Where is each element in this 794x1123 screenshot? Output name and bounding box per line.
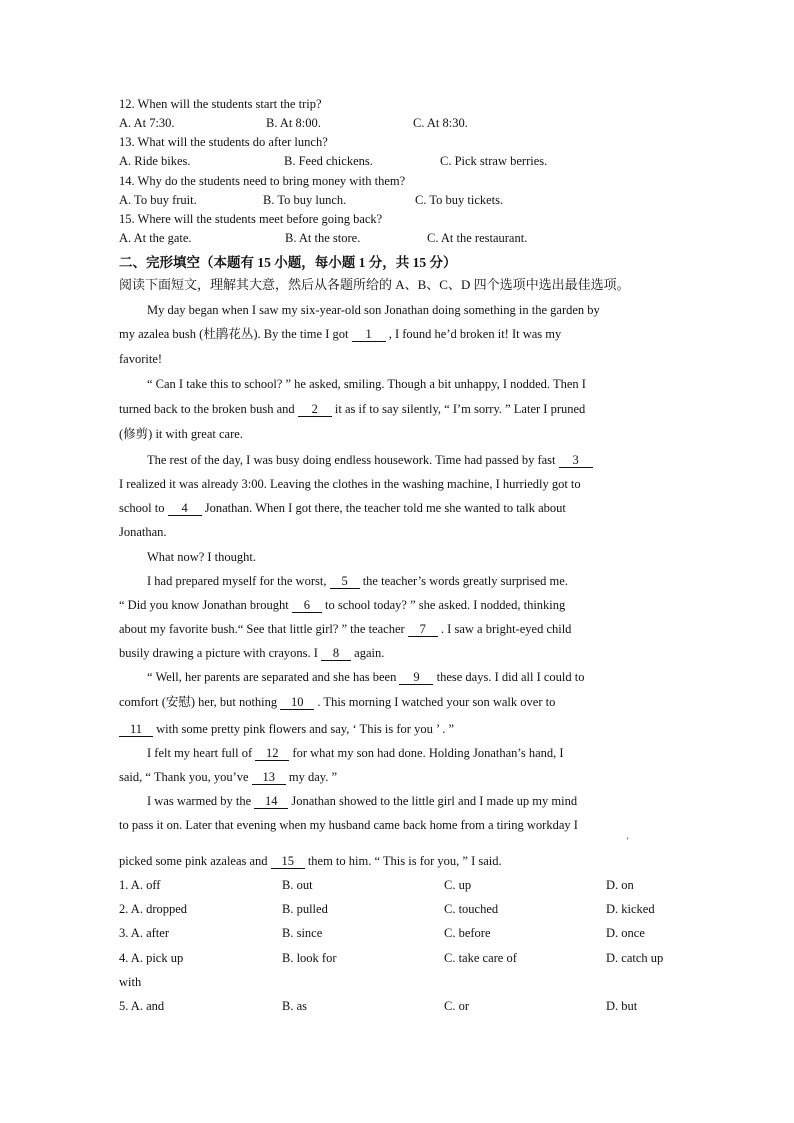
passage-line: I was warmed by the 14 Jonathan showed to the little girl and I made up my mind [147,794,578,808]
answer-3-c: C. before [444,926,491,940]
section-title: 二、完形填空（本题有 15 小题，每小题 1 分，共 15 分） [119,255,457,270]
question-14: 14. Why do the students need to bring money with them? [119,174,406,188]
blank-14: 14 [254,794,288,809]
passage-line: I had prepared myself for the worst, 5 the teacher’s words greatly surprised me. [147,574,568,588]
passage-line: (修剪) it with great care. [119,427,243,441]
passage-line: my azalea bush (杜鹃花丛). By the time I got 1 , I found he’d broken it! It was my [119,327,562,341]
passage-line: My day began when I saw my six-year-old son Jonathan doing something in the garden by [147,303,600,317]
answer-2-a: 2. A. dropped [119,902,188,916]
passage-line: favorite! [119,352,163,366]
option-12-c: C. At 8:30. [413,116,468,130]
passage-line: “ Can I take this to school? ” he asked, smiling. Though a bit unhappy, I nodded. Then I [147,377,586,391]
answer-4-a: 4. A. pick up [119,951,184,965]
passage-line: The rest of the day, I was busy doing endless housework. Time had passed by fast 3 [147,452,593,468]
answer-3-a: 3. A. after [119,926,169,940]
passage-line: What now? I thought. [147,550,257,564]
answer-1-d: D. on [606,878,634,892]
answer-4-wrap: with [119,975,142,989]
blank-3: 3 [559,453,593,468]
passage-line: turned back to the broken bush and 2 it as if to say silently, “ I’m sorry. ” Later I pruned [119,402,586,416]
passage-line: comfort (安慰) her, but nothing 10 . This morning I watched your son walk over to [119,695,556,709]
option-13-c: C. Pick straw berries. [440,154,548,168]
answer-2-b: B. pulled [282,902,328,916]
option-15-a: A. At the gate. [119,231,192,245]
answer-3-b: B. since [282,926,323,940]
option-14-c: C. To buy tickets. [415,193,504,207]
answer-2-d: D. kicked [606,902,655,916]
question-12: 12. When will the students start the trip? [119,97,322,111]
section-instruction: 阅读下面短文，理解其大意，然后从各题所给的 A、B、C、D 四个选项中选出最佳选项。 [119,277,630,292]
passage-line: said, “ Thank you, you’ve 13 my day. ” [119,770,337,784]
blank-11: 11 [119,722,153,737]
passage-line: to pass it on. Later that evening when my husband came back home from a tiring workday I [119,818,578,832]
blank-10: 10 [280,695,314,710]
blank-12: 12 [255,746,289,761]
answer-1-b: B. out [282,878,313,892]
option-12-a: A. At 7:30. [119,116,175,130]
answer-4-b: B. look for [282,951,337,965]
answer-5-a: 5. A. and [119,999,165,1013]
blank-2: 2 [298,402,332,417]
option-12-b: B. At 8:00. [266,116,321,130]
blank-15: 15 [271,854,305,869]
option-13-a: A. Ride bikes. [119,154,191,168]
option-14-b: B. To buy lunch. [263,193,347,207]
blank-8: 8 [321,646,351,661]
passage-line: “ Well, her parents are separated and she has been 9 these days. I did all I could to [147,670,585,684]
passage-line: 11 with some pretty pink flowers and say, ‘ This is for you ’ . ” [119,721,454,737]
stray-mark: ' [627,836,629,846]
option-15-b: B. At the store. [285,231,361,245]
passage-line: picked some pink azaleas and 15 them to him. “ This is for you, ” I said. [119,854,502,868]
blank-4: 4 [168,501,202,516]
passage-line: about my favorite bush.“ See that little girl? ” the teacher 7 . I saw a bright-eyed child [119,622,572,636]
passage-line: school to 4 Jonathan. When I got there, the teacher told me she wanted to talk about [119,501,566,515]
answer-4-d: D. catch up [606,951,664,965]
blank-6: 6 [292,598,322,613]
passage-line: “ Did you know Jonathan brought 6 to school today? ” she asked. I nodded, thinking [119,598,566,612]
option-14-a: A. To buy fruit. [119,193,197,207]
option-15-c: C. At the restaurant. [427,231,528,245]
blank-5: 5 [330,574,360,589]
answer-1-c: C. up [444,878,472,892]
answer-4-c: C. take care of [444,951,517,965]
answer-3-d: D. once [606,926,645,940]
blank-13: 13 [252,770,286,785]
answer-5-b: B. as [282,999,307,1013]
passage-line: busily drawing a picture with crayons. I 8 again. [119,646,385,660]
question-15: 15. Where will the students meet before going back? [119,212,383,226]
answer-5-c: C. or [444,999,469,1013]
answer-1-a: 1. A. off [119,878,161,892]
passage-line: I realized it was already 3:00. Leaving the clothes in the washing machine, I hurriedly got to [119,477,581,491]
passage-line: I felt my heart full of 12 for what my son had done. Holding Jonathan’s hand, I [147,746,564,760]
answer-5-d: D. but [606,999,638,1013]
blank-1: 1 [352,327,386,342]
passage-line: Jonathan. [119,525,167,539]
answer-2-c: C. touched [444,902,499,916]
blank-9: 9 [399,670,433,685]
question-13: 13. What will the students do after lunch? [119,135,328,149]
option-13-b: B. Feed chickens. [284,154,373,168]
blank-7: 7 [408,622,438,637]
